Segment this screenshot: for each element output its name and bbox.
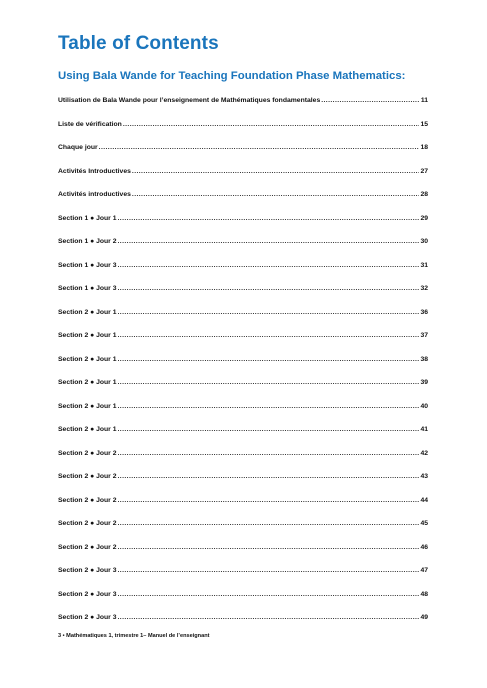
toc-entry-label: Section 2 ● Jour 1 [58, 402, 117, 410]
dot-leader [321, 97, 420, 104]
dot-leader [118, 332, 420, 339]
dot-leader [118, 567, 420, 574]
toc-entry-page: 32 [420, 285, 428, 292]
dot-leader [118, 591, 420, 598]
toc-entry-page: 47 [420, 567, 428, 574]
toc-entry[interactable] [58, 426, 428, 450]
toc-entry-label: Section 2 ● Jour 2 [58, 473, 117, 480]
section-heading: Using Bala Wande for Teaching Foundation Phase Mathematics: [58, 70, 406, 82]
toc-entry[interactable] [58, 450, 428, 474]
dot-leader [118, 285, 420, 292]
dot-leader [118, 238, 420, 245]
toc-entry[interactable] [58, 215, 428, 239]
dot-leader [99, 144, 420, 151]
toc-entry-label: Section 2 ● Jour 3 [58, 567, 117, 574]
dot-leader [118, 497, 420, 504]
toc-entry-page: 18 [420, 144, 428, 151]
toc-entry-label: Section 2 ● Jour 1 [58, 308, 117, 316]
page-footer: 3 • Mathématiques 1, trimestre 1– Manuel de l’enseignant [58, 633, 210, 639]
dot-leader [118, 262, 420, 269]
toc-entry[interactable] [58, 309, 428, 333]
dot-leader [118, 356, 420, 363]
toc-entry[interactable] [58, 591, 428, 615]
toc-entry[interactable] [58, 403, 428, 427]
toc-entry-page: 37 [420, 332, 428, 339]
toc-entry-label: Chaque jour [58, 144, 98, 151]
toc-entry[interactable] [58, 544, 428, 568]
dot-leader [118, 215, 420, 222]
toc-entry[interactable] [58, 238, 428, 262]
toc-entry[interactable] [58, 144, 428, 168]
toc-entry-label: Section 2 ● Jour 2 [58, 449, 117, 457]
toc-entry[interactable] [58, 168, 428, 192]
dot-leader [118, 520, 420, 527]
toc-entry-label: Activités introductives [58, 191, 131, 198]
toc-entry-page: 31 [420, 261, 428, 269]
toc-entry-label: Section 1 ● Jour 3 [58, 285, 117, 292]
toc-entry[interactable] [58, 262, 428, 286]
toc-entry-page: 45 [420, 520, 428, 527]
toc-entry-page: 42 [420, 449, 428, 457]
toc-entry-label: Section 2 ● Jour 3 [58, 590, 117, 598]
table-of-contents [58, 97, 428, 638]
toc-entry[interactable] [58, 285, 428, 309]
toc-entry-page: 46 [420, 543, 428, 551]
toc-entry-label: Section 2 ● Jour 1 [58, 379, 117, 386]
toc-entry[interactable] [58, 97, 428, 121]
toc-entry-label: Section 2 ● Jour 1 [58, 332, 117, 339]
toc-entry-page: 11 [420, 97, 428, 104]
toc-entry[interactable] [58, 356, 428, 380]
toc-entry[interactable] [58, 567, 428, 591]
toc-entry-label: Section 2 ● Jour 1 [58, 426, 117, 433]
toc-entry-label: Section 2 ● Jour 2 [58, 520, 117, 527]
toc-entry-page: 43 [420, 473, 428, 480]
toc-entry-label: Utilisation de Bala Wande pour l’enseignement de Mathématiques fondamentales [58, 97, 321, 104]
toc-entry[interactable] [58, 379, 428, 403]
dot-leader [118, 309, 420, 316]
toc-entry-label: Section 1 ● Jour 1 [58, 214, 117, 222]
dot-leader [118, 403, 420, 410]
toc-entry-page: 27 [420, 167, 428, 175]
toc-entry-page: 41 [420, 426, 428, 433]
dot-leader [118, 614, 420, 621]
toc-entry-label: Section 2 ● Jour 2 [58, 496, 117, 504]
toc-entry-label: Activités Introductives [58, 167, 131, 175]
toc-entry-page: 40 [420, 402, 428, 410]
toc-entry-page: 38 [420, 355, 428, 363]
toc-entry-page: 36 [420, 308, 428, 316]
dot-leader [118, 544, 420, 551]
toc-entry[interactable] [58, 332, 428, 356]
toc-entry-page: 29 [420, 214, 428, 222]
toc-entry[interactable] [58, 520, 428, 544]
toc-entry[interactable] [58, 121, 428, 145]
dot-leader [118, 450, 420, 457]
dot-leader [118, 379, 420, 386]
page-title: Table of Contents [58, 33, 219, 54]
toc-entry-label: Section 1 ● Jour 2 [58, 238, 117, 245]
toc-entry-page: 44 [420, 496, 428, 504]
dot-leader [132, 191, 420, 198]
toc-entry-page: 48 [420, 590, 428, 598]
toc-entry[interactable] [58, 473, 428, 497]
toc-entry[interactable] [58, 497, 428, 521]
toc-entry-page: 30 [420, 238, 428, 245]
toc-entry-page: 39 [420, 379, 428, 386]
toc-entry-label: Section 2 ● Jour 3 [58, 614, 117, 621]
dot-leader [118, 426, 420, 433]
dot-leader [132, 168, 420, 175]
dot-leader [123, 121, 420, 128]
toc-entry-page: 28 [420, 191, 428, 198]
toc-entry-page: 15 [420, 120, 428, 128]
toc-entry-label: Liste de vérification [58, 120, 122, 128]
dot-leader [118, 473, 420, 480]
toc-entry-label: Section 2 ● Jour 2 [58, 543, 117, 551]
toc-entry-label: Section 2 ● Jour 1 [58, 355, 117, 363]
toc-entry-page: 49 [420, 614, 428, 621]
toc-entry-label: Section 1 ● Jour 3 [58, 261, 117, 269]
toc-entry[interactable] [58, 191, 428, 215]
